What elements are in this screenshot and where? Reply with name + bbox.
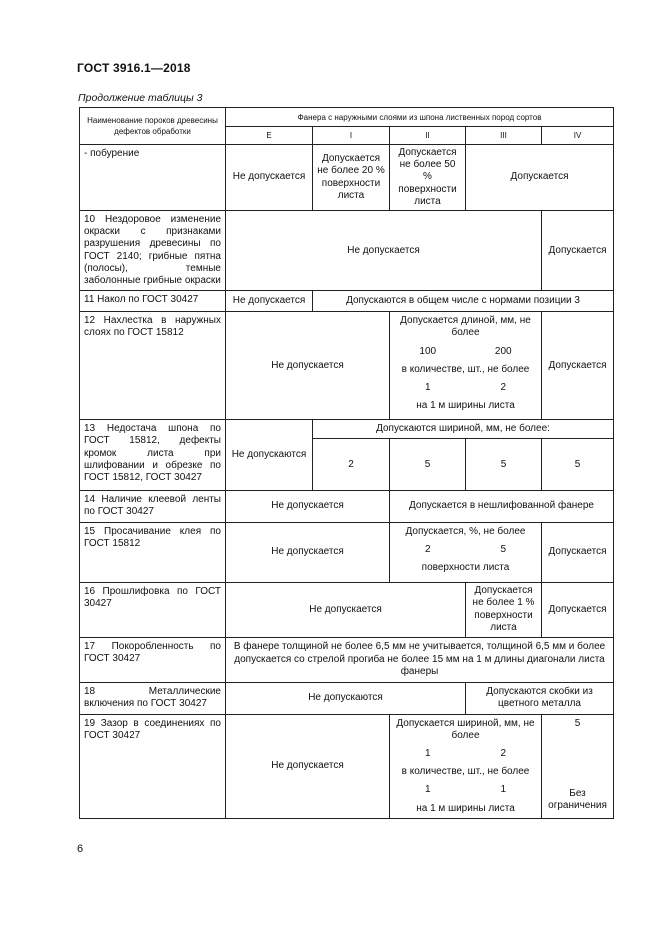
cell-value: Допускаются скобки из цветного металла <box>466 682 614 714</box>
defect-name: 13 Недостача шпона по ГОСТ 15812, дефекты кромок листа при шлифовании и обрезке по ГОСТ 15812, ГОСТ 30427 <box>80 420 226 491</box>
defect-name: 15 Просачивание клея по ГОСТ 15812 <box>80 522 226 582</box>
gap-norms <box>390 714 542 818</box>
cell-value: В фанере толщиной не более 6,5 мм не учитывается, толщиной 6,5 мм и более допускается со стрелой прогиба не более 15 мм на 1 м длины диагонали листа фанеры <box>226 637 614 682</box>
table-row <box>80 420 614 439</box>
cell-value: Не допускается <box>226 714 390 818</box>
cell-value: Не допускается <box>226 522 390 582</box>
defect-name: 10 Нездоровое изменение окраски с признаками разрушения древесины по ГОСТ 2140; грибные пятна (полосы), темные заболонные грибные окраски <box>80 211 226 291</box>
cell-value: Допускается не более 20 % поверхности листа <box>313 145 390 211</box>
defect-name: 11 Накол по ГОСТ 30427 <box>80 291 226 312</box>
norm-text: Допускается, %, не более <box>405 525 526 537</box>
norm-text: в количестве, шт., не более <box>401 766 530 778</box>
overlap-norms <box>390 312 542 420</box>
defect-name: - побурение <box>80 145 226 211</box>
table-row <box>80 291 614 312</box>
norm-value: 2 <box>500 382 507 394</box>
header-grade-group: Фанера с наружными слоями из шпона лиственных пород сортов <box>226 108 614 127</box>
cell-value: Допускается не более 50 % поверхности листа <box>390 145 466 211</box>
cell-value: Допускается <box>542 522 614 582</box>
cell-value: 5 <box>466 439 542 491</box>
norm-value: 2 <box>500 748 507 760</box>
norm-value: 200 <box>494 345 512 357</box>
norm-text: поверхности листа <box>421 562 510 574</box>
defect-name: 18 Металлические включения по ГОСТ 30427 <box>80 682 226 714</box>
table-row <box>80 145 614 211</box>
header-grade-iv: IV <box>542 127 614 145</box>
table-row <box>80 582 614 637</box>
norm-value: 2 <box>424 543 431 555</box>
norm-value: 5 <box>500 543 507 555</box>
table-row <box>80 682 614 714</box>
norm-text: Допускается длиной, мм, не более <box>400 315 531 339</box>
cell-value: Допускается <box>542 211 614 291</box>
cell-value: Не допускаются <box>226 682 466 714</box>
cell-value: Допускается не более 1 % поверхности листа <box>466 582 542 637</box>
table-row <box>80 637 614 682</box>
cell-value: Не допускается <box>226 291 313 312</box>
cell-value: Допускаются в общем числе с нормами позиции 3 <box>313 291 614 312</box>
cell-value: Не допускается <box>226 145 313 211</box>
table-row <box>80 522 614 582</box>
cell-value: Не допускается <box>226 491 390 522</box>
cell-value: 2 <box>313 439 390 491</box>
norm-value: 100 <box>419 345 437 357</box>
cell-value: Не допускается <box>226 312 390 420</box>
defect-name: 14 Наличие клеевой ленты по ГОСТ 30427 <box>80 491 226 522</box>
cell-value: Допускается <box>542 312 614 420</box>
norm-text: Без ограничения <box>548 787 607 812</box>
norm-value: 1 <box>424 382 431 394</box>
header-grade-ii: II <box>390 127 466 145</box>
header-defect-name: Наименование пороков древесины дефектов обработки <box>80 108 226 145</box>
table-row <box>80 211 614 291</box>
norm-value: 1 <box>500 784 507 796</box>
cell-value: 5 <box>542 439 614 491</box>
defect-name: 19 Зазор в соединениях по ГОСТ 30427 <box>80 714 226 818</box>
norm-text: в количестве, шт., не более <box>401 363 530 375</box>
cell-value: Допускаются шириной, мм, не более: <box>313 420 614 439</box>
norm-value: 5 <box>574 717 581 729</box>
gap-grade-iv <box>542 714 614 818</box>
table-row <box>80 714 614 818</box>
header-grade-i: I <box>313 127 390 145</box>
table-row <box>80 491 614 522</box>
header-grade-e: E <box>226 127 313 145</box>
document-standard-title: ГОСТ 3916.1—2018 <box>77 61 191 75</box>
defect-name: 12 Нахлестка в наружных слоях по ГОСТ 15812 <box>80 312 226 420</box>
cell-value: Не допускается <box>226 582 466 637</box>
norm-text: на 1 м ширины листа <box>416 802 515 814</box>
table-row <box>80 312 614 420</box>
header-grade-iii: III <box>466 127 542 145</box>
page-number: 6 <box>77 843 84 855</box>
norm-text: Допускается шириной, мм, не более <box>396 717 535 741</box>
cell-value: Не допускаются <box>226 420 313 491</box>
cell-value: Допускается в нешлифованной фанере <box>390 491 614 522</box>
cell-value: Допускается <box>542 582 614 637</box>
cell-value: 5 <box>390 439 466 491</box>
defect-name: 17 Покоробленность по ГОСТ 30427 <box>80 637 226 682</box>
cell-value: Допускается <box>466 145 614 211</box>
table-header-row <box>80 108 614 127</box>
norm-value: 1 <box>424 784 431 796</box>
norm-text: на 1 м ширины листа <box>416 400 515 412</box>
defect-name: 16 Прошлифовка по ГОСТ 30427 <box>80 582 226 637</box>
glue-norms <box>390 522 542 582</box>
norm-value: 1 <box>424 748 431 760</box>
table-continuation-caption: Продолжение таблицы 3 <box>78 92 203 104</box>
defects-table <box>79 107 614 819</box>
cell-value: Не допускается <box>226 211 542 291</box>
